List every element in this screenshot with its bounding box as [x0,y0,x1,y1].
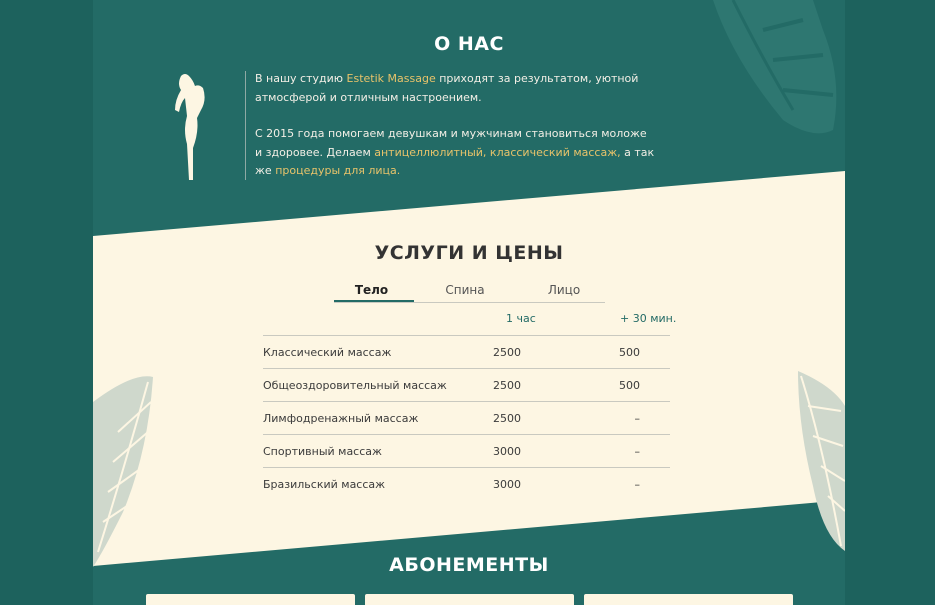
woman-silhouette-icon [173,70,213,182]
banana-leaf-left-icon [93,372,155,572]
about-paragraph-2: С 2015 года помогаем девушкам и мужчинам становиться моложе и здоровее. Делаем антицеллюлитный, классический массаж, а так же процедуры для лица. [255,127,655,177]
table-row [263,336,670,369]
table-row [263,369,670,402]
subscription-card-3[interactable] [584,594,793,605]
subscription-card-1[interactable] [146,594,355,605]
price-table [263,335,670,500]
service-name: Общеоздоровительный массаж [263,369,493,402]
tab-face[interactable]: Лицо [547,283,581,297]
column-hour: 1 час [506,312,536,325]
tab-back[interactable]: Спина [445,283,485,297]
studio-name: Estetik Massage [346,72,436,85]
monstera-leaf-icon [693,0,845,140]
service-name: Лимфодренажный массаж [263,402,493,435]
service-name: Спортивный массаж [263,435,493,468]
column-extra: + 30 мин. [620,312,677,325]
price-hour: 3000 [493,477,521,491]
price-extra: – [634,477,640,491]
price-extra: 500 [573,369,670,402]
banana-leaf-right-icon [793,366,845,556]
about-text [255,70,655,181]
tab-body[interactable]: Тело [354,283,389,297]
service-name: Классический массаж [263,336,493,369]
price-hour: 2500 [493,402,573,435]
price-hour: 2500 [493,336,573,369]
right-gutter [842,0,935,605]
face-procedures-link[interactable]: процедуры для лица. [275,164,401,177]
massage-link[interactable]: антицеллюлитный, классический массаж, [374,145,621,159]
subscription-card-2[interactable] [365,594,574,605]
price-hour: 2500 [493,369,573,402]
service-name: Бразильский массаж [263,477,386,491]
table-row [263,435,670,468]
active-tab-indicator [334,300,414,302]
about-paragraph-1: В нашу студию Estetik Massage приходят за результатом, уютной атмосферой и отличным настроением. [255,72,639,104]
price-extra: – [573,435,670,468]
price-hour: 3000 [493,435,573,468]
about-title: О НАС [434,33,504,55]
subscriptions-title: АБОНЕМЕНТЫ [389,554,549,576]
about-divider [245,71,246,180]
table-row [263,468,670,501]
price-extra: 500 [573,336,670,369]
page-container [93,0,845,605]
left-gutter [0,0,93,605]
price-extra: – [573,402,670,435]
table-row [263,402,670,435]
services-title: УСЛУГИ И ЦЕНЫ [374,242,564,264]
